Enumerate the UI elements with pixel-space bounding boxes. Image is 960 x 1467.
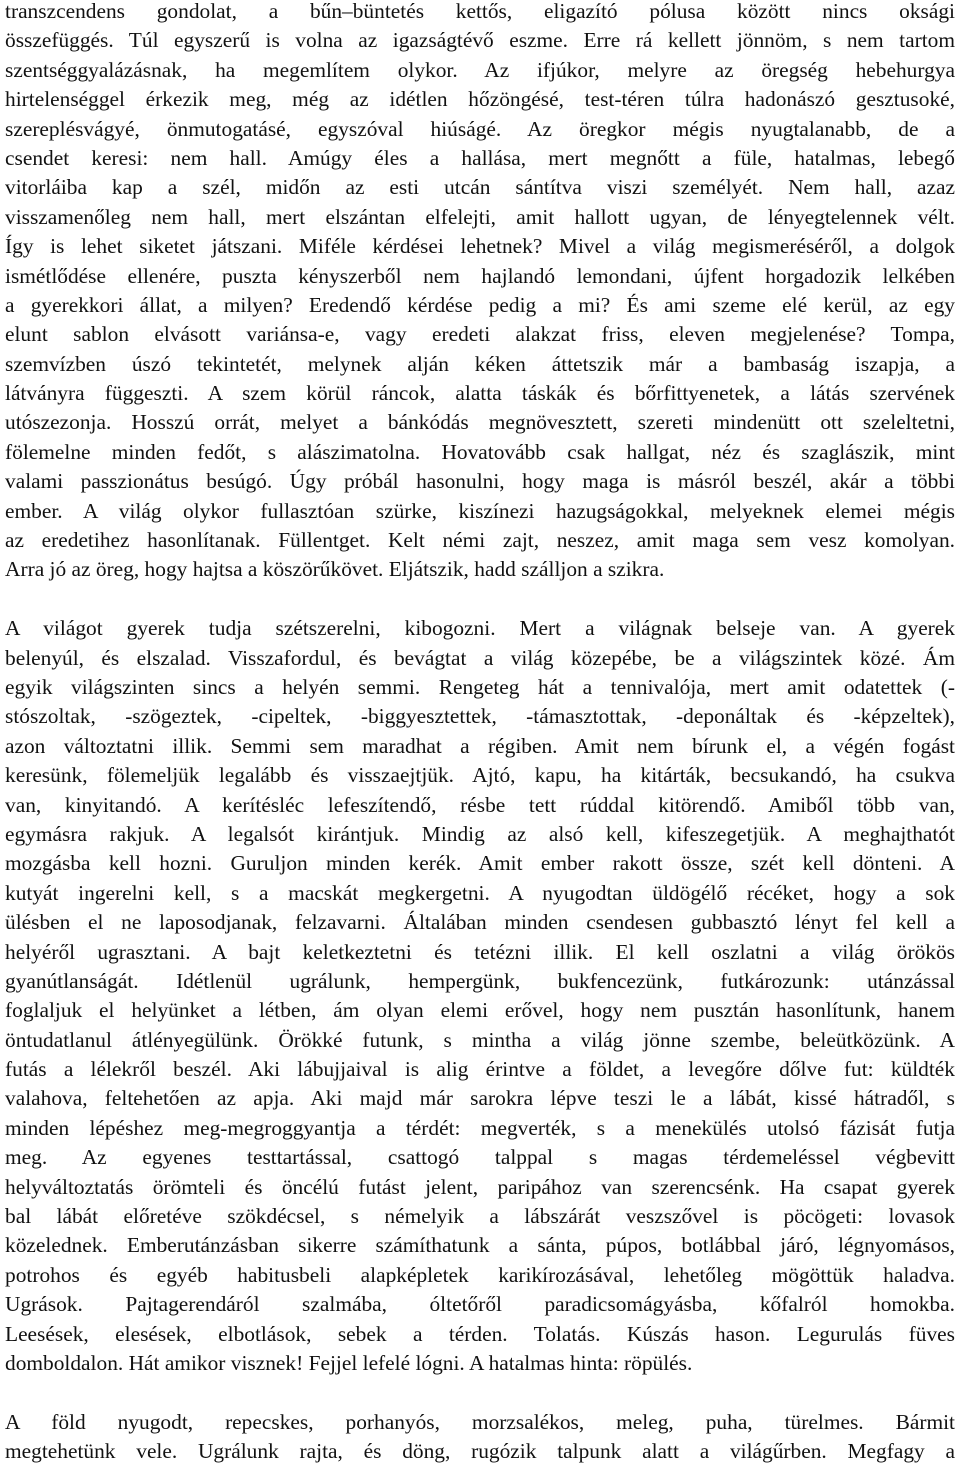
text-line: Arra jó az öreg, hogy hajtsa a köszörűkövet. Eljátszik, hadd szálljon a szikra. <box>5 557 665 582</box>
text-line: ülésben el ne laposodjanak, felzavarni. Általában minden csendesen gubbasztó lényt fel kell a <box>5 910 955 935</box>
text-line: kutyát ingerelni kell, s a macskát megkergetni. A nyugodtan üldögélő récéket, hogy a sok <box>5 880 955 905</box>
text-line: látványra függeszti. A szem körül ráncok, alatta táskák és bőrfittyenetek, a látás szervének <box>5 381 955 406</box>
paragraph-break <box>5 1378 955 1407</box>
text-line: Leesések, elesések, elbotlások, sebek a térden. Tolatás. Kúszás hason. Legurulás füves <box>5 1321 955 1346</box>
text-line: utószezonja. Hosszú orrát, melyet a bánkódás megnövesztett, szereti mindenütt ott szeleltetni, <box>5 410 955 435</box>
paragraph-2 <box>5 614 955 1378</box>
text-line: szentséggyalázásnak, ha megemlítem olykor. Az ifjúkor, melyre az öregség hebehurgya <box>5 57 955 82</box>
paragraph-3 <box>5 1408 955 1467</box>
text-line: valahova, feltehetően az apja. Aki majd már sarokra lépve teszi le a lábát, kissé hátradől, s <box>5 1086 955 1111</box>
paragraph-break <box>5 585 955 614</box>
text-line: helyéről ugrasztani. A bajt keletkeztetni és tetézni illik. El kell oszlatni a világ örökös <box>5 939 955 964</box>
paragraph-1 <box>5 0 955 585</box>
text-line: mozgásba kell hozni. Guruljon minden kerék. Amit ember rakott össze, szét kell dönteni. A <box>5 851 955 876</box>
text-line: elunt sablon elvásott variánsa-e, vagy eredeti alakzat friss, eleven megjelenése? Tompa, <box>5 322 955 347</box>
text-line: minden lépéshez meg-megroggyantja a térdét: megverték, s a menekülés utolsó fázisát futja <box>5 1115 955 1140</box>
text-line: A föld nyugodt, repecskes, porhanyós, morzsalékos, meleg, puha, türelmes. Bármit <box>5 1409 955 1434</box>
text-line: domboldalon. Hát amikor visznek! Fejjel lefelé lógni. A hatalmas hinta: röpülés. <box>5 1350 693 1375</box>
document-page <box>5 0 955 1467</box>
text-line: szereplésvágyé, önmutogatásé, egyszóval hiúságé. Az öregkor mégis nyugtalanabb, de a <box>5 116 955 141</box>
text-line: futás a lélekről beszél. Aki lábujjaival is alig érintve a földet, a levegőre dőlve fut: küldték <box>5 1057 955 1082</box>
text-line: szemvízben úszó tekintetét, melynek alján kéken áttetszik már a bambaság iszapja, a <box>5 351 955 376</box>
text-line: potrohos és egyéb habitusbeli alapképletek karikírozásával, lehetőleg mögöttük haladva. <box>5 1262 955 1287</box>
text-line: egyik világszinten sincs a helyén semmi. Rengeteg hát a tennivalója, mert amit odatettek (- <box>5 674 955 699</box>
text-line: egymásra rakjuk. A legalsót kirántjuk. Mindig az alsó kell, kifeszegetjük. A meghajthatót <box>5 821 955 846</box>
text-line: belenyúl, és elszalad. Visszafordul, és bevágtat a világ közepébe, be a világszintek közé. Ám <box>5 645 955 670</box>
text-line: az eredetihez hasonlítanak. Füllentget. Kelt némi zajt, neszez, amit maga sem vesz komolyan. <box>5 528 955 553</box>
text-line: keresünk, fölemeljük legalább és visszaejtjük. Ajtó, kapu, ha kitárták, becsukandó, ha csukva <box>5 763 955 788</box>
text-line: bal lábát előretéve szökdécsel, s némelyik a lábszárát veszszővel is pöcögeti: lovasok <box>5 1204 955 1229</box>
text-line: gyanútlanságát. Idétlenül ugrálunk, hempergünk, bukfencezünk, futkározunk: utánzással <box>5 968 955 993</box>
text-line: öntudatlanul átlényegülünk. Örökké futunk, s mintha a világ jönne szembe, beleütközünk. A <box>5 1027 955 1052</box>
text-line: Ugrások. Pajtagerendáról szalmába, óltetőről paradicsomágyásba, kőfalról homokba. <box>5 1292 955 1317</box>
text-line: valami passzionátus besúgó. Úgy próbál hasonulni, hogy maga is másról beszél, akár a többi <box>5 469 955 494</box>
text-line: összefüggés. Túl egyszerű is volna az igazságtévő eszme. Erre rá kellett jönnöm, s nem tartom <box>5 28 955 53</box>
text-line: meg. Az egyenes testtartással, csattogó talppal s magas térdemeléssel végbevitt <box>5 1145 955 1170</box>
text-line: foglaljuk el helyünket a létben, ám olyan elemi erővel, hogy nem pusztán hasonlítunk, hanem <box>5 998 955 1023</box>
text-line: fölemelne minden fedőt, s alászimatolna. Hovatovább csak hallgat, néz és szaglászik, mint <box>5 439 955 464</box>
text-line: a gyerekkori állat, a milyen? Eredendő kérdése pedig a mi? És ami szeme elé kerül, az egy <box>5 292 955 317</box>
text-line: vitorláiba kap a szél, midőn az esti utcán sántítva viszi személyét. Nem hall, azaz <box>5 175 955 200</box>
text-line: van, kinyitandó. A kerítésléc lefeszítendő, résbe tett rúddal kitörendő. Amiből több van, <box>5 792 955 817</box>
text-line: megtehetünk vele. Ugrálunk rajta, és döng, rugózik talpunk alatt a világűrben. Megfagy a <box>5 1439 955 1464</box>
text-line: hirtelenséggel érkezik meg, még az idétlen hőzöngésé, test-téren túlra hadonászó gesztusoké, <box>5 87 955 112</box>
text-line: visszamenőleg nem hall, mert elszántan elfelejti, amit hallott ugyan, de lényegtelennek vélt. <box>5 204 955 229</box>
text-line: ismétlődése ellenére, puszta kényszerből nem hajlandó lemondani, újfent horgadozik lelkében <box>5 263 955 288</box>
text-line: stószoltak, -szögeztek, -cipeltek, -biggyesztettek, -támasztottak, -deponáltak és -képzeltek), <box>5 704 955 729</box>
text-line: transzcendens gondolat, a bűn–büntetés kettős, eligazító pólusa között nincs oksági <box>5 0 955 23</box>
text-line: ember. A világ olykor fullasztóan szürke, kiszínezi hazugságokkal, melyeknek elemei mégis <box>5 498 955 523</box>
text-line: azon változtatni illik. Semmi sem maradhat a régiben. Amit nem bírunk el, a végén fogást <box>5 733 955 758</box>
text-line: közelednek. Emberutánzásban sikerre számíthatunk a sánta, púpos, botlábbal járó, légnyomásos, <box>5 1233 955 1258</box>
text-line: Így is lehet siketet játszani. Miféle kérdései lehetnek? Mivel a világ megismeréséről, a dolgok <box>5 234 955 259</box>
text-line: csendet keresi: nem hall. Amúgy éles a hallása, mert megnőtt a füle, hatalmas, lebegő <box>5 145 955 170</box>
text-line: helyváltoztatás örömteli és öncélú futást jelent, paripához van szerencsénk. Ha csapat gyerek <box>5 1174 955 1199</box>
text-line: A világot gyerek tudja szétszerelni, kibogozni. Mert a világnak belseje van. A gyerek <box>5 616 955 641</box>
